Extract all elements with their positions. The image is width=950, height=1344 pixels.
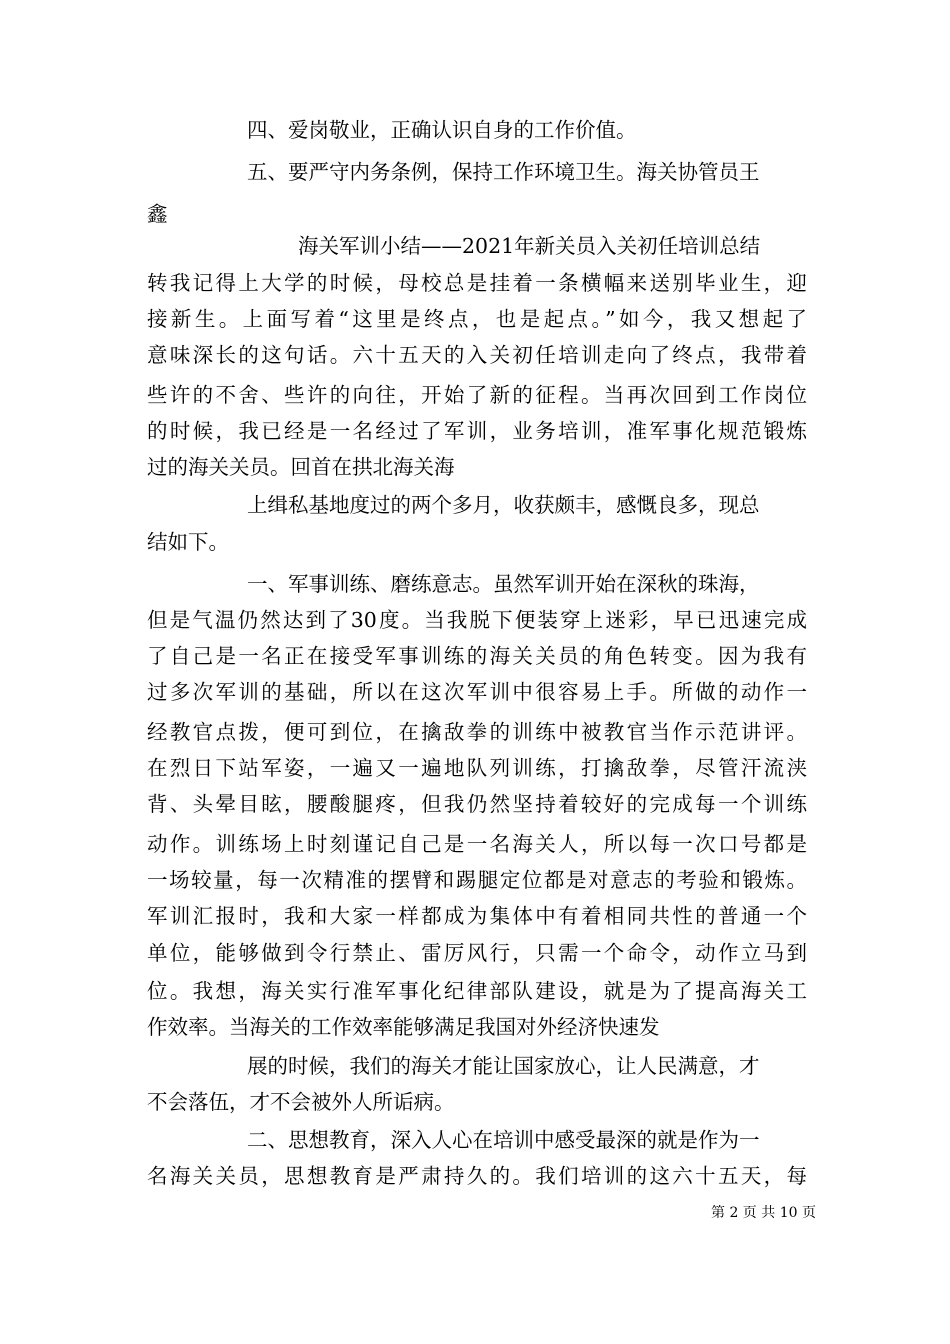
text-line: 动作。训练场上时刻谨记自己是一名海关人，所以每一次口号都是 bbox=[147, 832, 807, 856]
text-line: 名海关关员，思想教育是严肃持久的。我们培训的这六十五天，每 bbox=[147, 1164, 807, 1188]
text-line: 二、思想教育，深入人心在培训中感受最深的就是作为一 bbox=[247, 1128, 760, 1152]
text-line: 一、军事训练、磨练意志。虽然军训开始在深秋的珠海， bbox=[247, 572, 760, 596]
text-line: 了自己是一名正在接受军事训练的海关关员的角色转变。因为我有 bbox=[147, 644, 807, 668]
text-line: 位。我想，海关实行准军事化纪律部队建设，就是为了提高海关工 bbox=[147, 979, 807, 1003]
text-line: 些许的不舍、些许的向往，开始了新的征程。当再次回到工作岗位 bbox=[147, 383, 807, 407]
text-line: 展的时候，我们的海关才能让国家放心，让人民满意，才 bbox=[247, 1054, 760, 1078]
text-line: 过多次军训的基础，所以在这次军训中很容易上手。所做的动作一 bbox=[147, 680, 807, 704]
text-line: 作效率。当海关的工作效率能够满足我国对外经济快速发 bbox=[147, 1015, 660, 1039]
text-line: 一场较量，每一次精准的摆臂和踢腿定位都是对意志的考验和锻炼。 bbox=[147, 868, 807, 892]
text-line: 经教官点拨，便可到位，在擒敌拳的训练中被教官当作示范讲评。 bbox=[147, 720, 807, 744]
page-number-footer: 第 2 页 共 10 页 bbox=[711, 1205, 816, 1221]
text-line: 意味深长的这句话。六十五天的入关初任培训走向了终点，我带着 bbox=[147, 343, 807, 367]
text-line: 军训汇报时，我和大家一样都成为集体中有着相同共性的普通一个 bbox=[147, 904, 807, 928]
text-line: 五、要严守内务条例，保持工作环境卫生。海关协管员王 bbox=[247, 160, 760, 184]
text-line: 上缉私基地度过的两个多月，收获颇丰，感慨良多，现总 bbox=[247, 493, 760, 517]
text-line: 的时候，我已经是一名经过了军训，业务培训，准军事化规范锻炼 bbox=[147, 419, 807, 443]
text-line: 背、头晕目眩，腰酸腿疼，但我仍然坚持着较好的完成每一个训练 bbox=[147, 792, 807, 816]
text-line: 在烈日下站军姿，一遍又一遍地队列训练，打擒敌拳，尽管汗流浃 bbox=[147, 756, 807, 780]
text-line: 但是气温仍然达到了30度。当我脱下便装穿上迷彩，早已迅速完成 bbox=[147, 608, 807, 632]
text-line: 不会落伍，才不会被外人所诟病。 bbox=[147, 1090, 455, 1114]
text-line: 单位，能够做到令行禁止、雷厉风行，只需一个命令，动作立马到 bbox=[147, 941, 807, 965]
text-line: 四、爱岗敬业，正确认识自身的工作价值。 bbox=[247, 118, 637, 142]
text-line: 结如下。 bbox=[147, 530, 229, 554]
text-line: 过的海关关员。回首在拱北海关海 bbox=[147, 455, 455, 479]
section-title: 海关军训小结——2021年新关员入关初任培训总结 bbox=[298, 234, 761, 258]
text-line: 转我记得上大学的时候，母校总是挂着一条横幅来送别毕业生，迎 bbox=[147, 271, 807, 295]
text-line: 接新生。上面写着“这里是终点，也是起点。”如今，我又想起了 bbox=[147, 307, 807, 331]
text-line: 鑫 bbox=[147, 202, 168, 226]
